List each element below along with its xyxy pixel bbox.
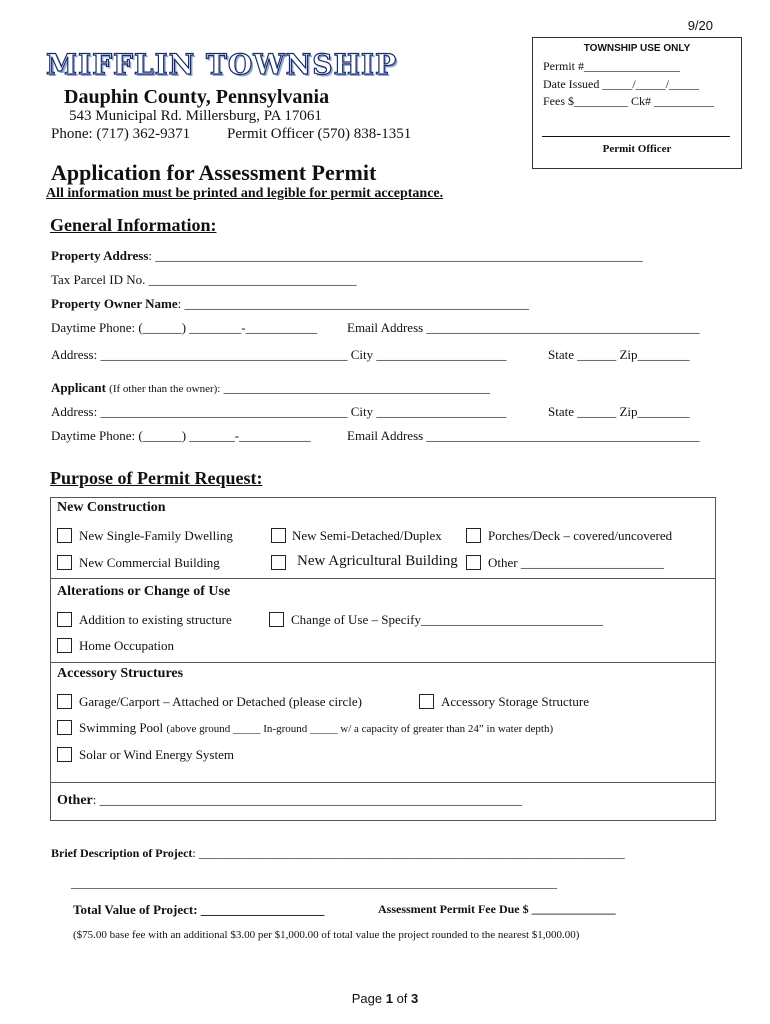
applicant-email-field[interactable]: Email Address __________________________________________ [347, 428, 700, 443]
total-value-field[interactable]: Total Value of Project: ___________________ [73, 902, 325, 917]
township-phone: Phone: (717) 362-9371 [51, 126, 191, 142]
property-address-label: Property Address [51, 248, 149, 263]
accessory-storage-label: Accessory Storage Structure [441, 694, 590, 709]
page-label: Page [351, 991, 383, 1006]
new-single-family-checkbox[interactable] [57, 528, 72, 543]
other-construction-checkbox[interactable] [466, 555, 481, 570]
owner-email-field[interactable]: Email Address __________________________________________ [347, 320, 700, 335]
permit-officer-phone: Permit Officer (570) 838-1351 [227, 126, 412, 142]
addition-checkbox[interactable] [57, 612, 72, 627]
applicant-note: (If other than the owner): [109, 383, 221, 395]
new-single-family-label: New Single-Family Dwelling [79, 528, 233, 543]
garage-carport-label: Garage/Carport – Attached or Detached (please circle) [79, 694, 362, 709]
porches-deck-label: Porches/Deck – covered/uncovered [488, 528, 673, 543]
owner-state-zip-field[interactable]: State ______ Zip________ [548, 347, 690, 362]
home-occupation-label: Home Occupation [79, 638, 174, 653]
township-use-heading: TOWNSHIP USE ONLY [583, 43, 691, 54]
purpose-heading: Purpose of Permit Request: [50, 468, 263, 488]
owner-daytime-phone-field[interactable]: Daytime Phone: (______) ________-___________ [51, 320, 318, 335]
swimming-pool-field[interactable] [79, 720, 553, 736]
addition-label: Addition to existing structure [79, 612, 232, 627]
applicant-state-zip-field[interactable]: State ______ Zip________ [548, 404, 690, 419]
fees-field[interactable]: Fees $_________ Ck# __________ [543, 94, 714, 108]
section-divider [50, 662, 715, 663]
total-pages: 3 [411, 991, 419, 1006]
new-agricultural-label: New Agricultural Building [297, 553, 458, 569]
applicant-line[interactable]: _________________________________________ [223, 380, 491, 395]
owner-address-city-field[interactable]: Address: ______________________________________ City ____________________ [51, 347, 507, 362]
form-title: Application for Assessment Permit [51, 160, 377, 185]
brief-description-label: Brief Description of Project [51, 846, 193, 860]
brief-description-field[interactable] [51, 846, 625, 861]
new-commercial-label: New Commercial Building [79, 555, 220, 570]
section-divider [50, 578, 715, 579]
other-purpose-line[interactable]: : _________________________________________________________________ [92, 792, 523, 807]
permit-officer-label: Permit Officer [602, 143, 672, 155]
property-owner-label: Property Owner Name [51, 296, 178, 311]
applicant-daytime-phone-field[interactable]: Daytime Phone: (______) _______-___________ [51, 428, 311, 443]
new-semi-detached-label: New Semi-Detached/Duplex [292, 528, 442, 543]
new-commercial-checkbox[interactable] [57, 555, 72, 570]
swimming-pool-checkbox[interactable] [57, 720, 72, 735]
solar-wind-checkbox[interactable] [57, 747, 72, 762]
purpose-box [50, 497, 716, 821]
garage-carport-checkbox[interactable] [57, 694, 72, 709]
page-of: of [396, 991, 408, 1006]
revision-date: 9/20 [687, 18, 713, 33]
permit-fee-due-field[interactable]: Assessment Permit Fee Due $ ______________ [378, 902, 616, 916]
accessory-storage-checkbox[interactable] [419, 694, 434, 709]
change-of-use-checkbox[interactable] [269, 612, 284, 627]
new-semi-detached-checkbox[interactable] [271, 528, 286, 543]
property-owner-field[interactable] [51, 296, 529, 312]
township-title: MIFFLIN TOWNSHIP [46, 48, 398, 81]
permit-number-field[interactable]: Permit #________________ [543, 59, 680, 73]
current-page: 1 [385, 991, 393, 1006]
other-purpose-field[interactable] [57, 792, 522, 809]
section-divider [50, 782, 715, 783]
swimming-pool-label: Swimming Pool [79, 720, 164, 735]
permit-officer-signature-line[interactable] [542, 136, 730, 137]
property-address-field[interactable] [51, 248, 643, 264]
brief-description-line-2[interactable]: _________________________________________________________________________________ [71, 876, 557, 890]
township-use-box [532, 37, 742, 169]
other-purpose-label: Other [57, 793, 93, 808]
home-occupation-checkbox[interactable] [57, 638, 72, 653]
accessory-heading: Accessory Structures [57, 666, 184, 681]
alterations-heading: Alterations or Change of Use [57, 584, 231, 599]
general-info-heading: General Information: [50, 215, 217, 235]
page-number [0, 991, 770, 1006]
county-name: Dauphin County, Pennsylvania [64, 86, 330, 108]
applicant-address-city-field[interactable]: Address: ______________________________________ City ____________________ [51, 404, 507, 419]
property-owner-line[interactable]: : _____________________________________________________ [177, 296, 529, 311]
tax-parcel-field[interactable]: Tax Parcel ID No. ________________________________ [51, 272, 357, 287]
fee-note: ($75.00 base fee with an additional $3.00 per $1,000.00 of total value the project rounded to the nearest $1,000.00) [73, 929, 580, 941]
applicant-field[interactable] [51, 380, 490, 396]
solar-wind-label: Solar or Wind Energy System [79, 747, 234, 762]
property-address-line[interactable]: : ___________________________________________________________________________ [148, 248, 643, 263]
porches-deck-checkbox[interactable] [466, 528, 481, 543]
swimming-pool-detail[interactable]: (above ground _____ In-ground _____ w/ a capacity of greater than 24” in water depth) [166, 723, 554, 735]
other-construction-field[interactable]: Other ______________________ [488, 555, 664, 570]
brief-description-line[interactable]: : _______________________________________________________________________ [192, 846, 625, 860]
applicant-label: Applicant [51, 380, 106, 395]
township-address: 543 Municipal Rd. Millersburg, PA 17061 [69, 108, 322, 124]
new-construction-heading: New Construction [57, 500, 166, 515]
legibility-notice: All information must be printed and legible for permit acceptance. [46, 186, 444, 201]
date-issued-field[interactable]: Date Issued _____/_____/_____ [543, 77, 699, 91]
change-of-use-field[interactable]: Change of Use – Specify____________________________ [291, 612, 603, 627]
new-agricultural-checkbox[interactable] [271, 555, 286, 570]
